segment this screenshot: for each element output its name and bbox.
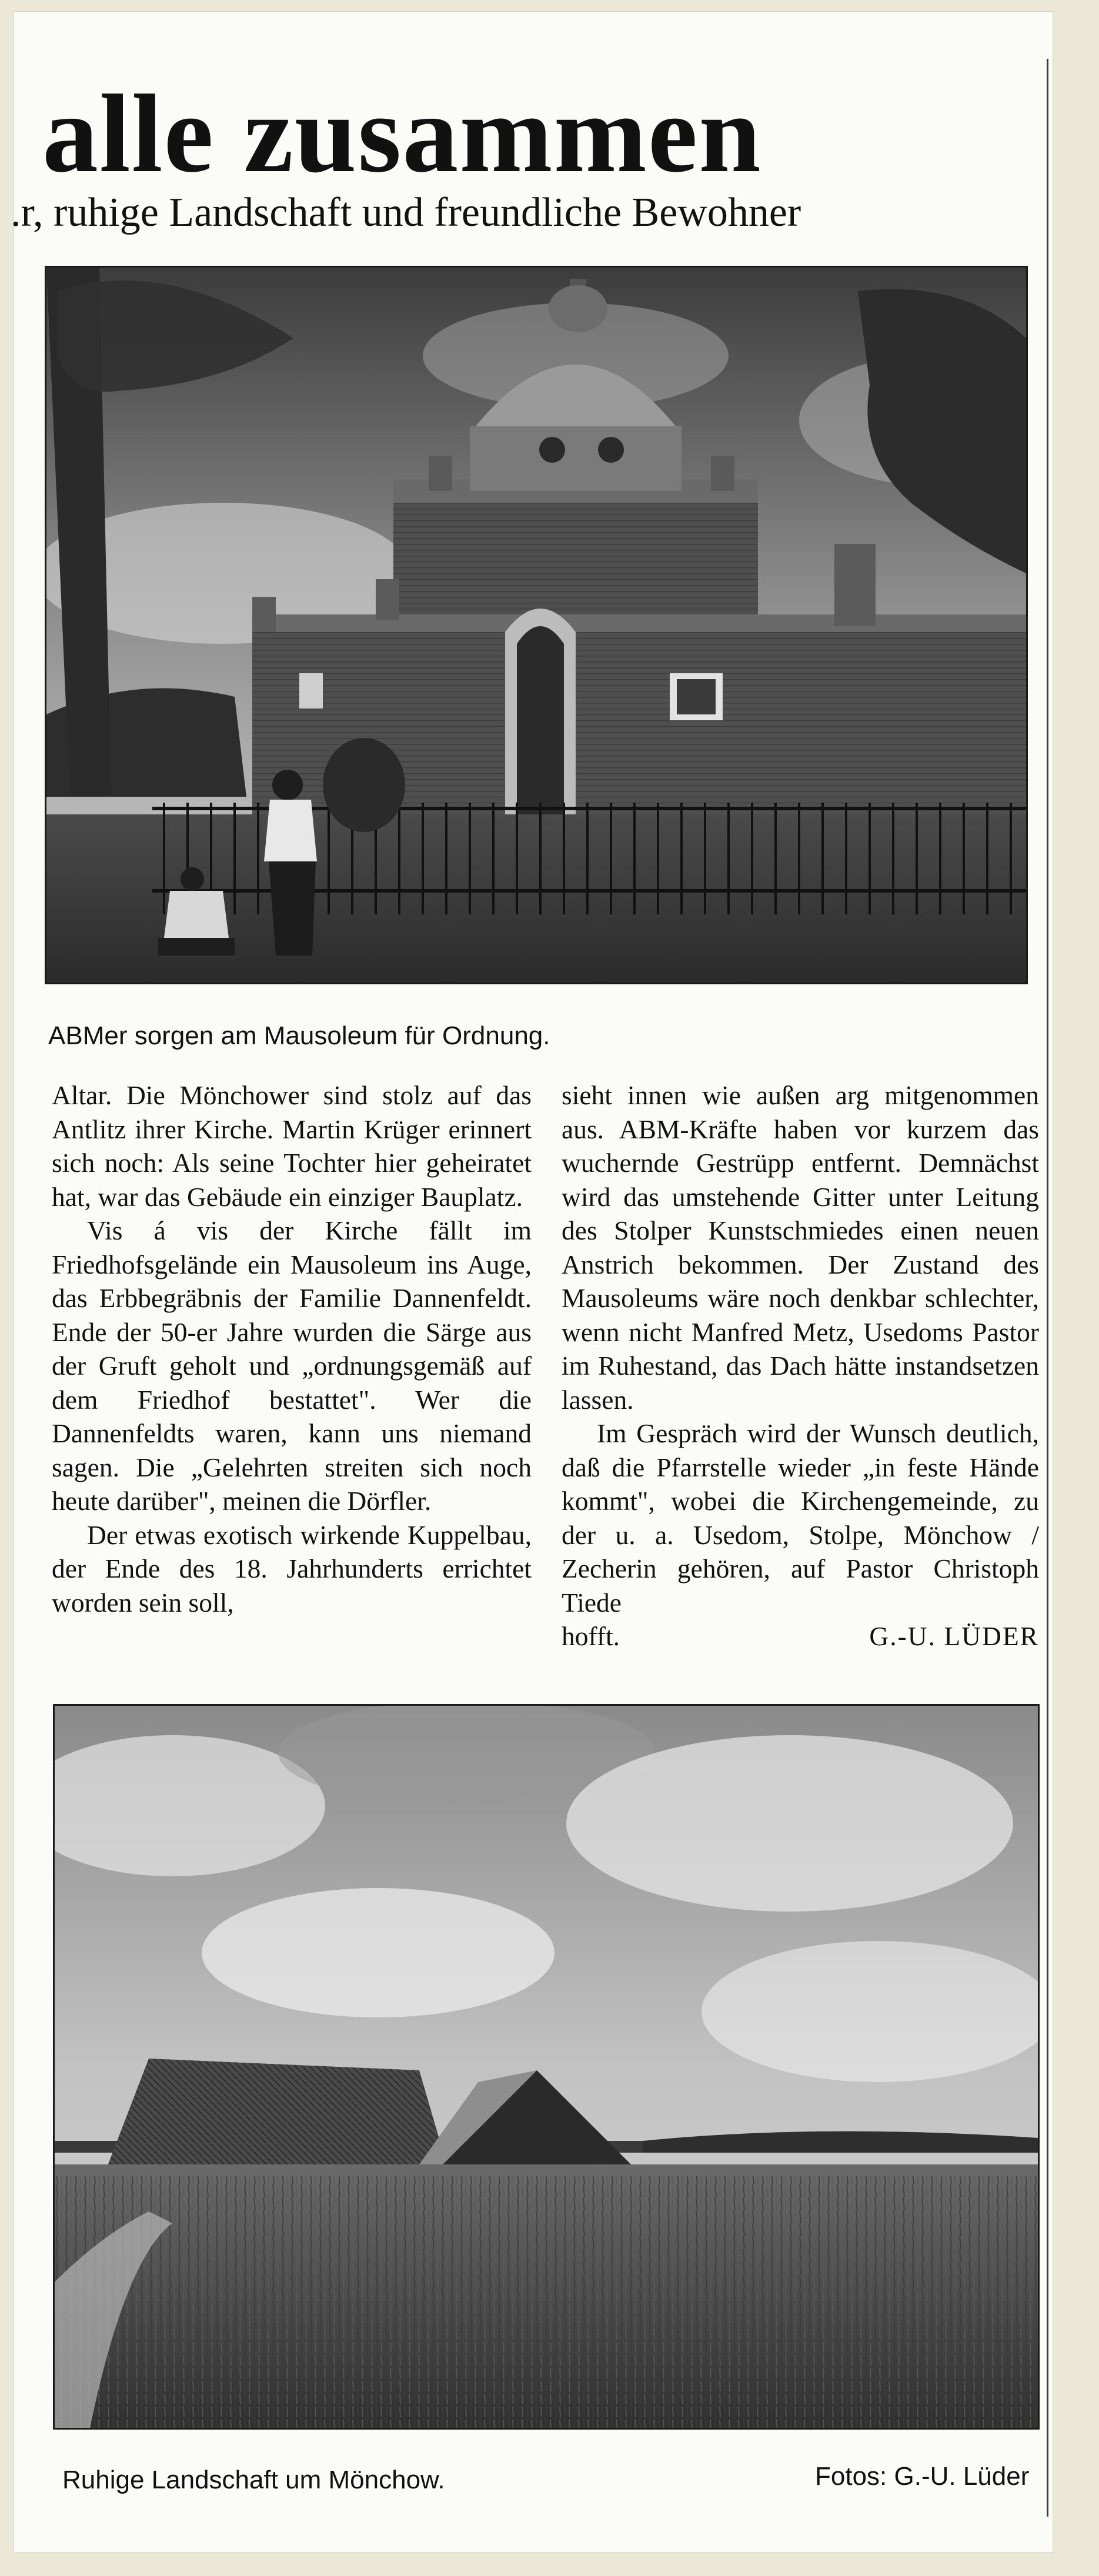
article-column-left (52, 1078, 532, 1619)
paragraph: Der etwas exotisch wirkende Kuppelbau, der Ende des 18. Jahrhunderts errichtet worden sein soll, (52, 1519, 532, 1618)
landscape-photo (53, 1704, 1040, 2430)
photo-credit: Fotos: G.-U. Lüder (815, 2462, 1030, 2491)
paragraph: Vis á vis der Kirche fällt im Friedhofsgelände ein Mausoleum ins Auge, das Erbbegräbnis der Familie Dannenfeldt. Ende der 50-er Jahre wurden die Särge aus der Gruft geholt und „ordnungsgemäß auf dem Friedhof bestattet". Wer die Dannenfeldts waren, kann uns niemand sagen. Die „Gelehrten streiten sich noch heute darüber", meinen die Dörfler. (52, 1215, 532, 1516)
paragraph: sieht innen wie außen arg mitgenommen aus. ABM-Kräfte haben vor kurzem das wuchernde Gestrüpp entfernt. Demnächst wird das umstehende Gitter unter Leitung des Stolper Kunstschmiedes einen neuen Anstrich bekommen. Der Zustand des Mausoleums wäre noch denkbar schlechter, wenn nicht Manfred Metz, Usedoms Pastor im Ruhestand, das Dach hätte instandsetzen lassen. (562, 1080, 1039, 1415)
article-column-right (562, 1078, 1039, 1653)
headline: alle zusammen (42, 72, 762, 196)
author-signature: G.-U. LÜDER (869, 1621, 1039, 1651)
paragraph: Altar. Die Mönchower sind stolz auf das Antlitz ihrer Kirche. Martin Krüger erinnert sich noch: Als seine Tochter hier geheiratet hat, war das Gebäude ein einziger Bauplatz. (52, 1080, 532, 1212)
caption-landscape: Ruhige Landschaft um Mönchow. (62, 2465, 445, 2494)
landscape-photo-graphic (55, 1706, 1038, 2428)
mausoleum-photo-graphic (46, 268, 1026, 983)
mausoleum-photo (45, 266, 1028, 984)
last-word: hofft. (562, 1621, 620, 1651)
clipping-edge-shadow (1047, 59, 1048, 2517)
subheadline: .r, ruhige Landschaft und freundliche Bewohner (11, 190, 801, 235)
caption-mausoleum: ABMer sorgen am Mausoleum für Ordnung. (48, 1021, 550, 1050)
signature-line (562, 1619, 1039, 1653)
paragraph: Im Gespräch wird der Wunsch deutlich, daß die Pfarrstelle wieder „in feste Hände kommt", wobei die Kirchengemeinde, zu der u. a. Usedom, Stolpe, Mönchow / Zecherin gehören, auf Pastor Christoph Tiede (562, 1418, 1039, 1618)
